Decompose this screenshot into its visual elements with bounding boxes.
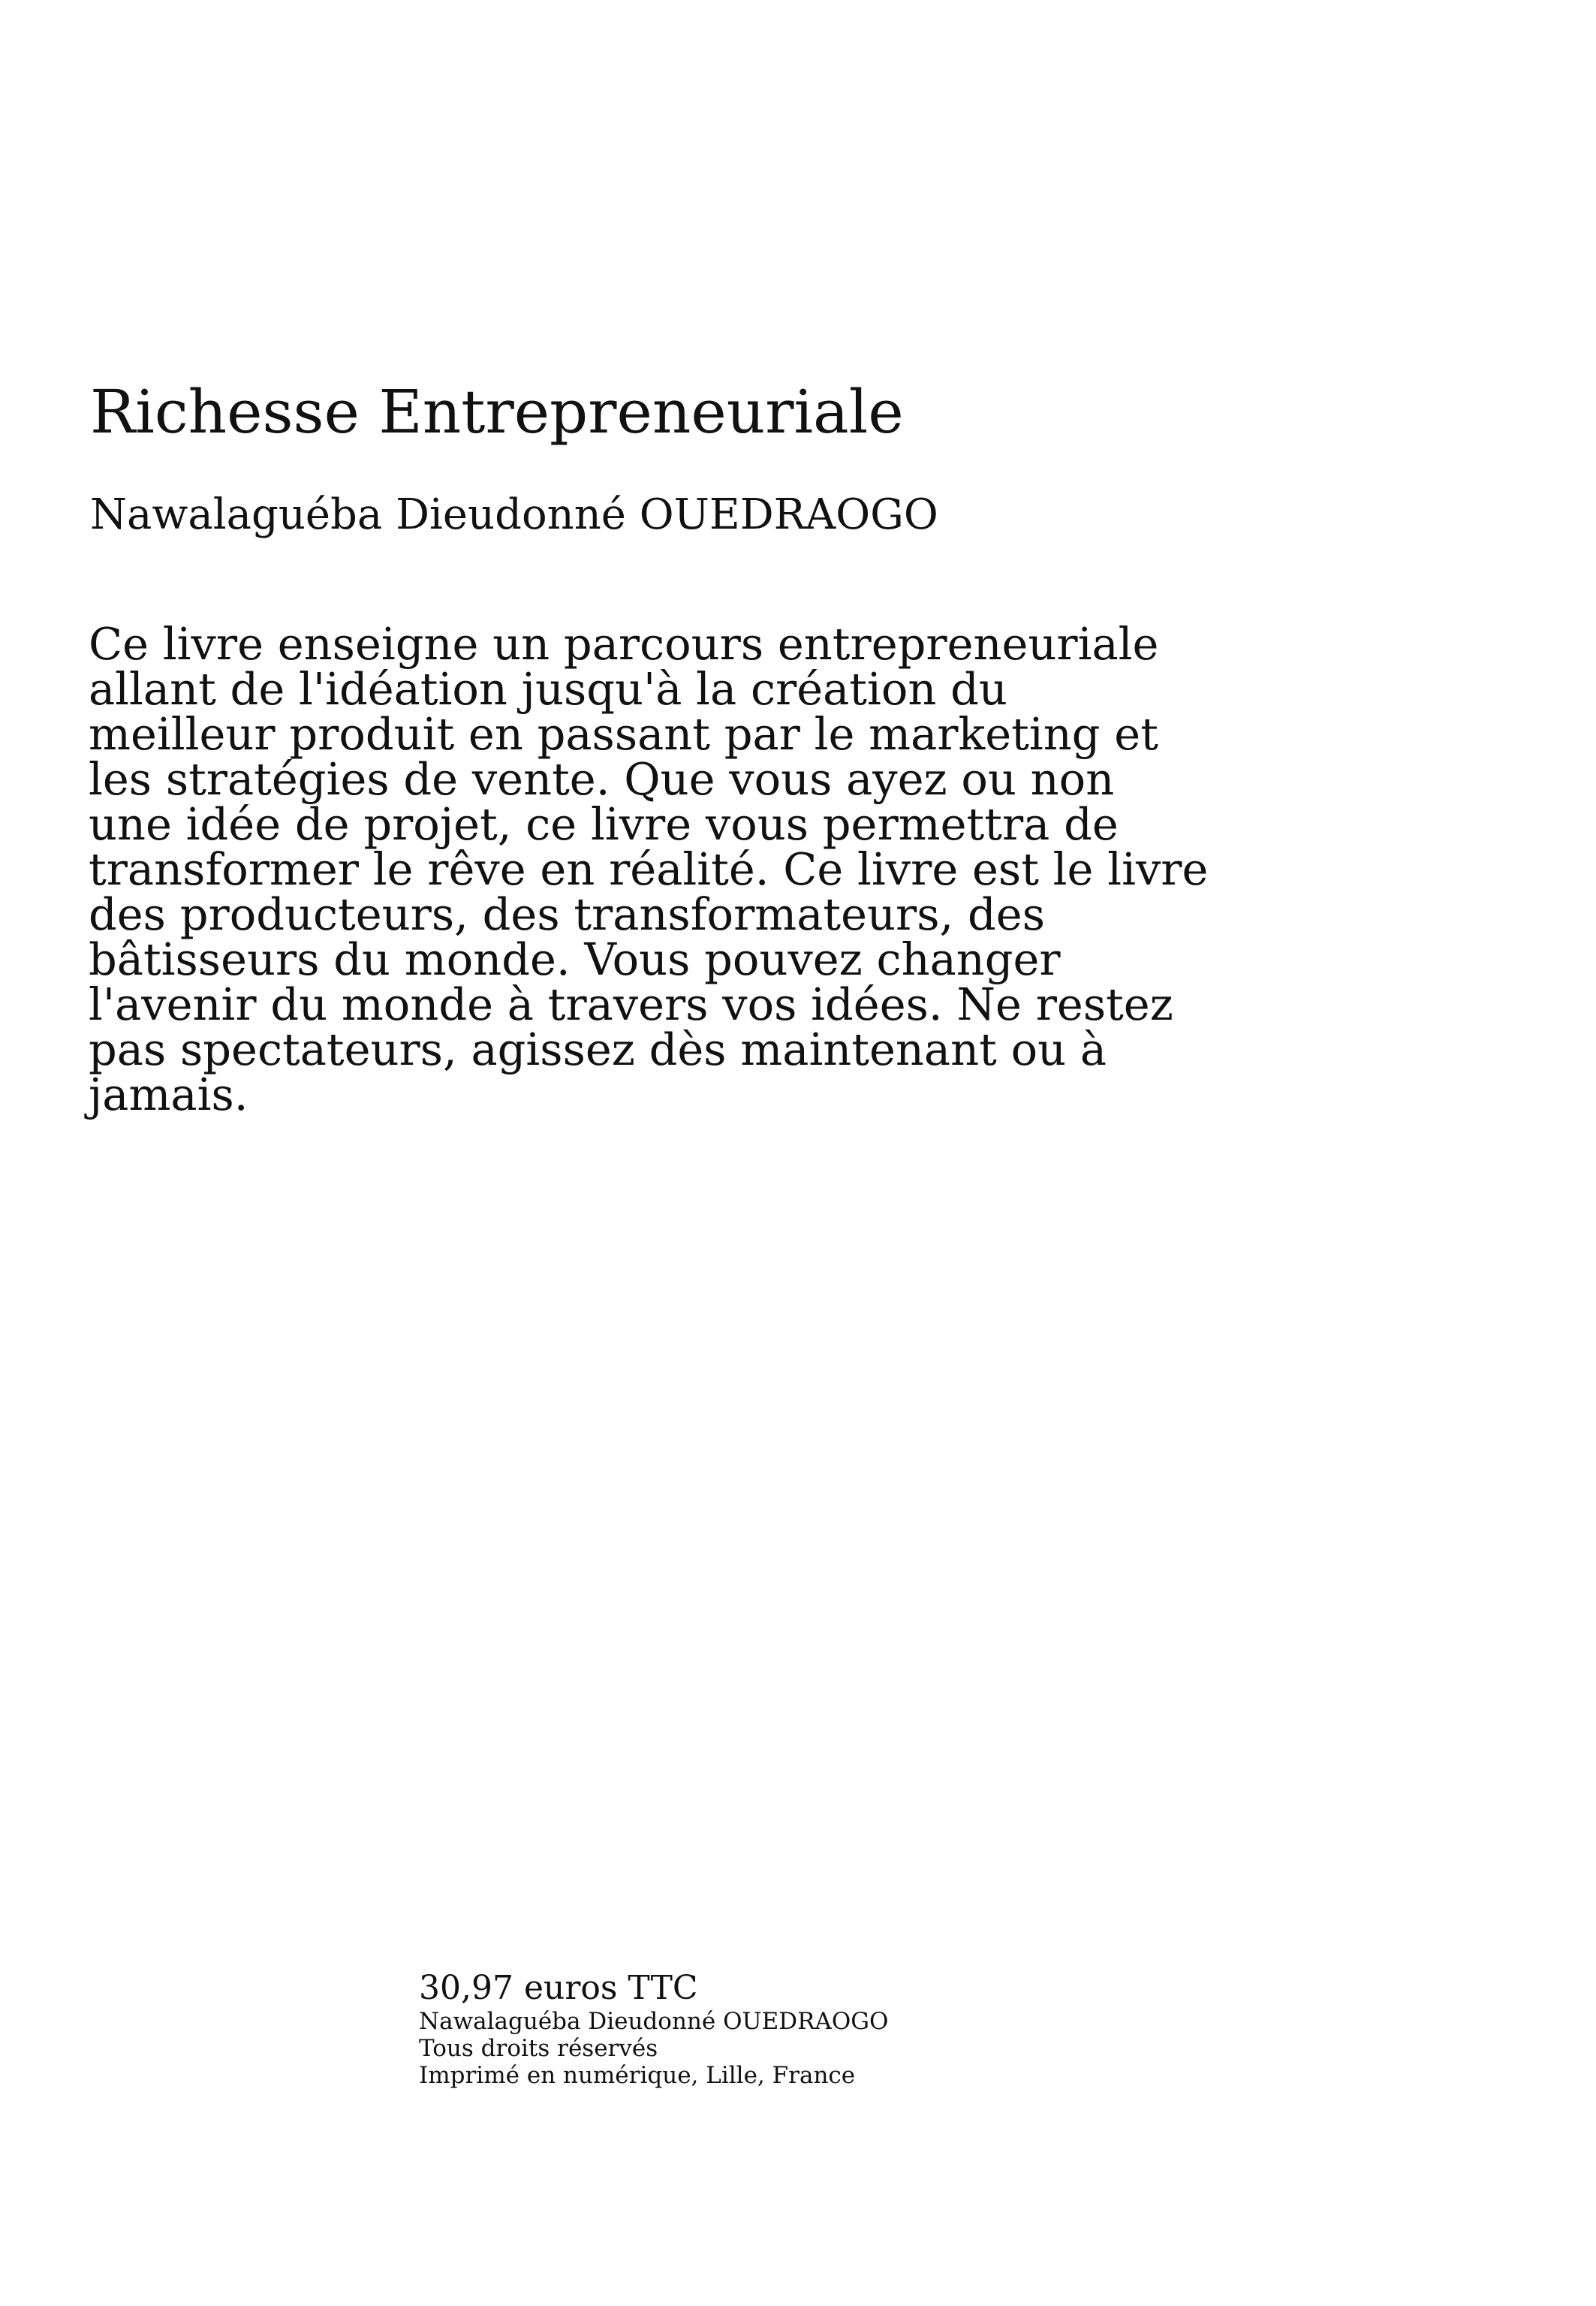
description-line: Ce livre enseigne un parcours entrepreneuriale [89,618,1159,670]
description-line: transformer le rêve en réalité. Ce livre est le livre [89,843,1209,895]
description-line: meilleur produit en passant par le marketing et [89,708,1158,760]
rights-notice: Tous droits réservés [419,2035,658,2062]
book-author: Nawalaguéba Dieudonné OUEDRAOGO [90,490,938,539]
description-line: bâtisseurs du monde. Vous pouvez changer [89,933,1061,985]
description-line: jamais. [89,1069,248,1120]
description-line: allant de l'idéation jusqu'à la création du [89,663,1007,715]
price-label: 30,97 euros TTC [419,1969,698,2007]
book-description [89,618,1215,1120]
description-line: les stratégies de vente. Que vous ayez ou non [89,753,1115,805]
colophon [419,1969,1095,2089]
book-title: Richesse Entrepreneuriale [90,377,904,447]
print-info: Imprimé en numérique, Lille, France [419,2062,856,2089]
description-line: des producteurs, des transformateurs, des [89,888,1045,940]
description-line: une idée de projet, ce livre vous permettra de [89,798,1119,850]
description-line: pas spectateurs, agissez dès maintenant ou à [89,1023,1107,1075]
colophon-author: Nawalaguéba Dieudonné OUEDRAOGO [419,2008,889,2035]
description-line: l'avenir du monde à travers vos idées. Ne restez [89,978,1173,1030]
